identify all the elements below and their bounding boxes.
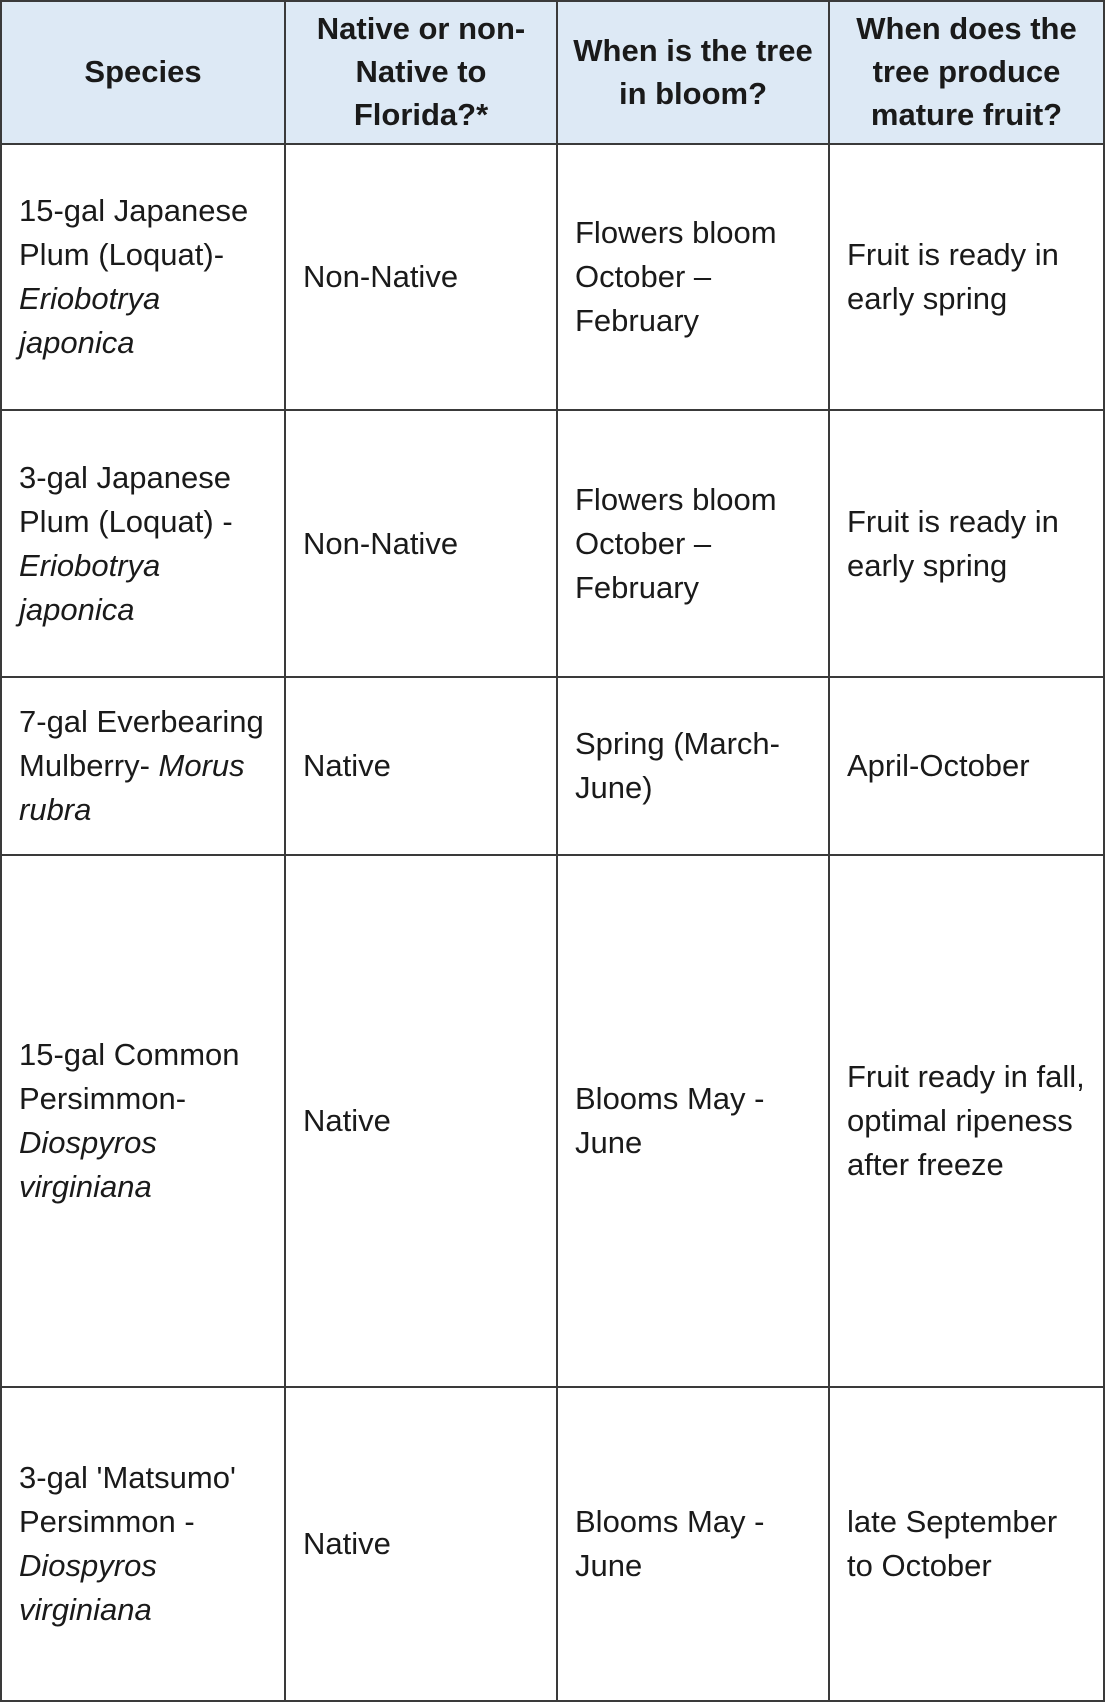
- native-status-cell: Native: [285, 855, 557, 1387]
- table-row: [1, 410, 1104, 677]
- table-header-row: [1, 1, 1104, 144]
- native-status-cell: Native: [285, 677, 557, 855]
- native-status-cell: Non-Native: [285, 410, 557, 677]
- native-status-cell: Native: [285, 1387, 557, 1701]
- header-native-status: Native or non-Native to Florida?*: [285, 1, 557, 144]
- fruit-time-cell: Fruit ready in fall, optimal ripeness after freeze: [829, 855, 1104, 1387]
- species-scientific-name: Eriobotrya japonica: [19, 281, 161, 360]
- header-species: Species: [1, 1, 285, 144]
- species-cell: [1, 1387, 285, 1701]
- bloom-time-cell: Blooms May - June: [557, 1387, 829, 1701]
- fruit-time-cell: April-October: [829, 677, 1104, 855]
- species-cell: [1, 677, 285, 855]
- fruit-time-cell: late September to October: [829, 1387, 1104, 1701]
- species-cell: [1, 410, 285, 677]
- species-cell: [1, 855, 285, 1387]
- species-common-name: 3-gal Japanese Plum (Loquat) -: [19, 459, 233, 539]
- bloom-time-cell: Flowers bloom October – February: [557, 410, 829, 677]
- species-scientific-name: Diospyros virginiana: [19, 1548, 157, 1627]
- table-row: [1, 855, 1104, 1387]
- header-bloom-time: When is the tree in bloom?: [557, 1, 829, 144]
- species-common-name: 3-gal 'Matsumo' Persimmon -: [19, 1460, 236, 1539]
- species-common-name: 15-gal Japanese Plum (Loquat)-: [19, 193, 249, 272]
- bloom-time-cell: Spring (March-June): [557, 677, 829, 855]
- species-common-name: 15-gal Common Persimmon-: [19, 1037, 240, 1116]
- table-row: [1, 144, 1104, 410]
- species-scientific-name: Morus rubra: [19, 748, 245, 827]
- table-row: [1, 677, 1104, 855]
- native-status-cell: Non-Native: [285, 144, 557, 410]
- species-common-name: 7-gal Everbearing Mulberry-: [19, 704, 264, 783]
- species-scientific-name: Diospyros virginiana: [19, 1125, 157, 1204]
- species-scientific-name: Eriobotrya japonica: [19, 547, 161, 627]
- fruit-time-cell: Fruit is ready in early spring: [829, 144, 1104, 410]
- table-row: [1, 1387, 1104, 1701]
- species-cell: [1, 144, 285, 410]
- fruit-time-cell: Fruit is ready in early spring: [829, 410, 1104, 677]
- header-fruit-time: When does the tree produce mature fruit?: [829, 1, 1104, 144]
- bloom-time-cell: Blooms May - June: [557, 855, 829, 1387]
- bloom-time-cell: Flowers bloom October – February: [557, 144, 829, 410]
